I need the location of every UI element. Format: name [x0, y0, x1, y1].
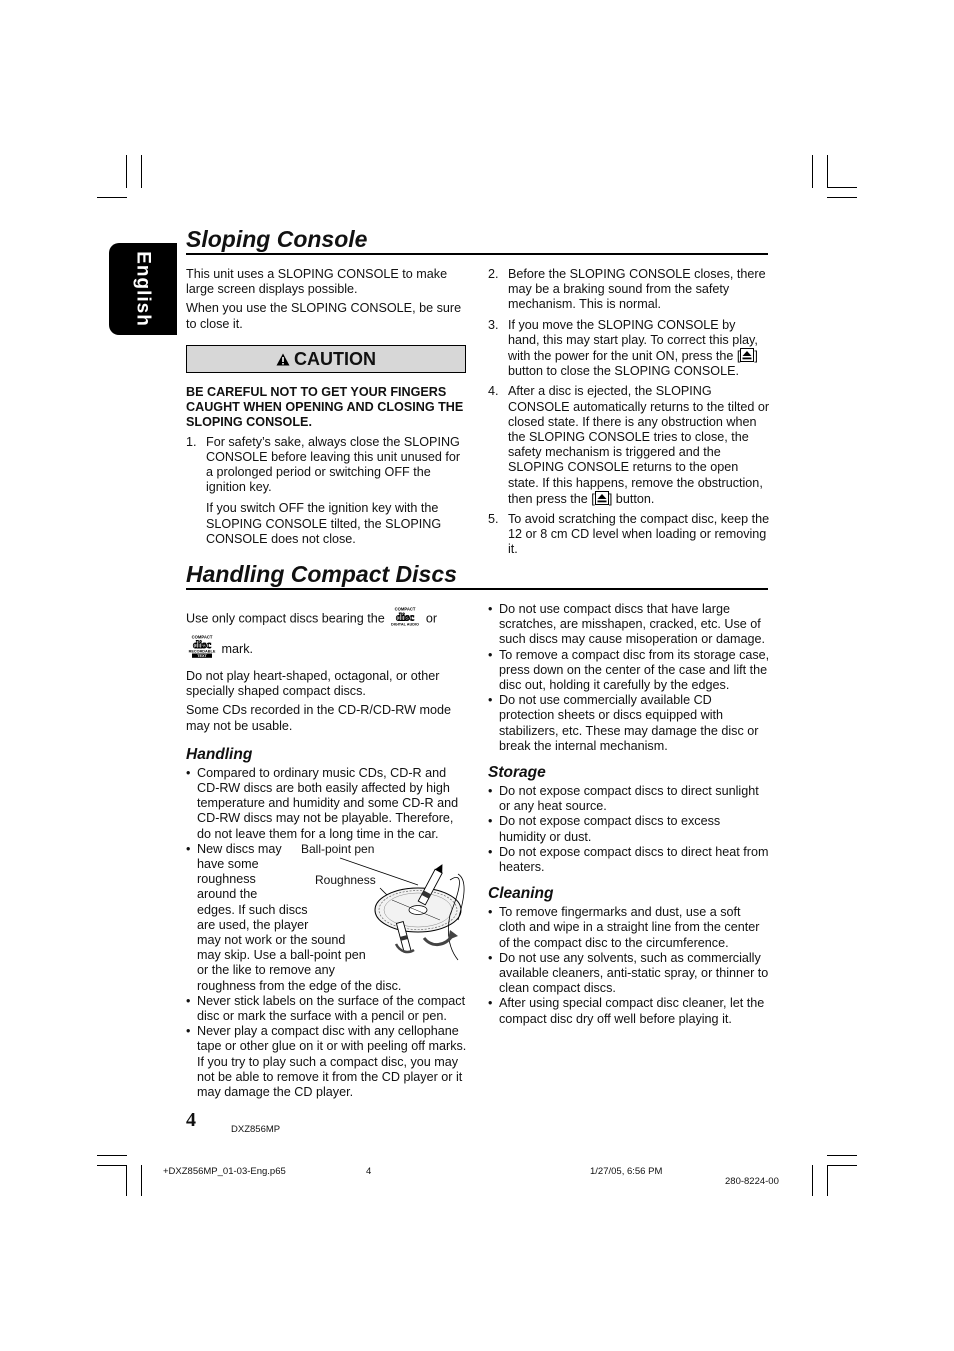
- logo-text: DIGITAL AUDIO: [391, 622, 420, 626]
- bullet-line: roughness: [197, 872, 256, 887]
- section-title-handling-discs: Handling Compact Discs: [186, 561, 457, 587]
- crop-mark: [812, 1165, 813, 1196]
- list-item: [488, 267, 770, 313]
- item-subtext: If you switch OFF the ignition key with the SLOPING CONSOLE tilted, the SLOPING CONSOLE does not close.: [206, 501, 442, 546]
- bullet-line: are used, the player: [197, 917, 309, 932]
- crop-mark: [97, 197, 127, 198]
- list-item: [488, 318, 770, 380]
- bullet-line: New discs may: [197, 841, 282, 856]
- bullet-line: may not work or the sound: [197, 933, 346, 948]
- crop-mark: [827, 1165, 828, 1196]
- crop-mark: [141, 1165, 142, 1196]
- storage-heading: Storage: [488, 764, 546, 782]
- crop-mark: [827, 1165, 857, 1166]
- caution-label: CAUTION: [294, 349, 376, 369]
- language-tab-label: English: [132, 251, 154, 327]
- sloping-intro: [186, 267, 466, 336]
- item-text: ] button.: [608, 491, 655, 506]
- crop-mark: [827, 1155, 857, 1156]
- logo-text: RECORDABLE: [188, 649, 216, 654]
- list-item: • To remove fingermarks and dust, use a soft cloth and wipe in a straight line from the center of the compact disc to the circumference.: [488, 905, 770, 951]
- caution-box: [186, 345, 466, 373]
- compact-disc-digital-audio-logo: [388, 606, 422, 632]
- logo-text: TEXT: [197, 654, 207, 658]
- compact-disc-recordable-text-logo: [186, 634, 218, 665]
- crop-mark: [97, 1155, 127, 1156]
- item-text: For safety’s sake, always close the SLOPING CONSOLE before leaving this unit unused for a prolonged period or switching OFF the ignition key.: [206, 434, 461, 495]
- list-item: • Do not expose compact discs to direct heat from heaters.: [488, 845, 770, 875]
- list-item: • Never stick labels on the surface of the compact disc or mark the surface with a pencil or pen.: [186, 994, 468, 1024]
- intro-text: mark.: [221, 641, 253, 656]
- item-number: 5.: [488, 512, 499, 527]
- list-item: • Do not use any solvents, such as commercially available cleaners, anti-static spray, or thinner to clean compact discs.: [488, 951, 770, 997]
- item-number: 3.: [488, 317, 499, 332]
- bullet-line: or the like to remove any: [197, 963, 335, 978]
- logo-text: disc: [192, 639, 212, 651]
- intro-paragraph: This unit uses a SLOPING CONSOLE to make large screen displays possible.: [186, 267, 448, 297]
- crop-mark: [827, 197, 857, 198]
- sloping-right-column: [488, 267, 770, 563]
- list-item: • Do not use compact discs that have large scratches, are misshapen, cracked, etc. Use of such discs may cause misoperation or damage.: [488, 602, 770, 648]
- handling-right-column: [488, 602, 770, 1027]
- list-item: [488, 384, 770, 507]
- crop-mark: [126, 1165, 127, 1196]
- intro-text: or: [425, 611, 438, 626]
- list-item: [488, 512, 770, 558]
- item-text: Before the SLOPING CONSOLE closes, there may be a braking sound from the safety mechanism. This is normal.: [508, 267, 766, 312]
- crop-mark: [827, 187, 857, 188]
- document-code: 280-8224-00: [725, 1176, 779, 1187]
- bullet-line: have some: [197, 857, 259, 872]
- sloping-left-column: [186, 385, 466, 552]
- crop-mark: [141, 155, 142, 188]
- caution-warning: BE CAREFUL NOT TO GET YOUR FINGERS CAUGHT WHEN OPENING AND CLOSING THE SLOPING CONSOLE.: [186, 385, 464, 430]
- list-item: [186, 435, 466, 547]
- list-item: • To remove a compact disc from its storage case, press down on the center of the case and lift the disc out, holding it carefully by the edges.: [488, 648, 770, 694]
- list-item: • Do not use commercially available CD protection sheets or discs equipped with stabilizers, etc. These may damage the disc or break the internal mechanism.: [488, 693, 770, 754]
- intro-text: Use only compact discs bearing the: [186, 611, 385, 626]
- file-name: +DXZ856MP_01-03-Eng.p65: [163, 1166, 286, 1177]
- bullet-line: roughness from the edge of the disc.: [197, 978, 402, 993]
- crop-mark: [827, 155, 828, 188]
- language-tab: [109, 243, 177, 335]
- cleaning-heading: Cleaning: [488, 885, 554, 903]
- crop-mark: [126, 155, 127, 188]
- logo-text: COMPACT: [394, 606, 416, 612]
- model-name: DXZ856MP: [231, 1124, 281, 1135]
- item-text: After a disc is ejected, the SLOPING CONSOLE automatically returns to the tilted or closed state. If there is any obstruction when the SLOPING CONSOLE tries to close, the safety mechanism is triggered and the SLOPING CONSOLE returns to the open state. If this happens, remove the obstruction, then press the [: [508, 384, 770, 506]
- disc-pen-drawing: [300, 840, 470, 970]
- intro-paragraph: Do not play heart-shaped, octagonal, or other specially shaped compact discs.: [186, 669, 440, 699]
- disc-illustration: [300, 840, 470, 970]
- section-rule: [186, 588, 768, 590]
- print-datetime: 1/27/05, 6:56 PM: [590, 1166, 663, 1177]
- item-text: ] button to close the SLOPING CONSOLE.: [508, 349, 758, 379]
- list-item: • Never play a compact disc with any cellophane tape or other glue on it or with peeling off marks. If you try to play such a compact disc, you may not be able to remove it from the CD player or it may damage the CD player.: [186, 1024, 468, 1100]
- section-rule: [186, 253, 768, 255]
- page-number: 4: [186, 1109, 196, 1131]
- list-item: • Do not expose compact discs to direct sunlight or any heat source.: [488, 784, 770, 814]
- illustration-label-roughness: Roughness: [315, 873, 376, 887]
- illustration-label-pen: Ball-point pen: [301, 842, 375, 856]
- print-page: 4: [366, 1166, 372, 1177]
- disc-logo-paragraph: [186, 634, 468, 665]
- eject-icon: [595, 491, 609, 505]
- intro-paragraph: When you use the SLOPING CONSOLE, be sure to close it.: [186, 301, 462, 331]
- eject-icon: [740, 348, 754, 362]
- list-item: • Do not expose compact discs to excess humidity or dust.: [488, 814, 770, 844]
- logo-text: COMPACT: [191, 634, 213, 640]
- item-text: To avoid scratching the compact disc, keep the 12 or 8 cm CD level when loading or removing it.: [508, 512, 770, 557]
- item-number: 2.: [488, 267, 499, 281]
- list-item: • After using special compact disc cleaner, let the compact disc dry off well before playing it.: [488, 996, 770, 1026]
- logo-text: disc: [396, 611, 415, 624]
- disc-logo-paragraph: [186, 606, 468, 632]
- bullet-line: edges. If such discs: [197, 902, 308, 917]
- item-number: 1.: [186, 434, 197, 449]
- intro-paragraph: Some CDs recorded in the CD-R/CD-RW mode may not be usable.: [186, 703, 452, 733]
- item-number: 4.: [488, 384, 499, 399]
- handling-heading: Handling: [186, 745, 253, 763]
- bullet-line: may skip. Use a ball-point pen: [197, 948, 366, 963]
- crop-mark: [97, 1165, 127, 1166]
- warning-triangle-icon: [276, 353, 290, 366]
- section-title-sloping-console: Sloping Console: [186, 226, 368, 252]
- crop-mark: [812, 155, 813, 188]
- list-item: • Compared to ordinary music CDs, CD-R and CD-RW discs are both easily affected by high temperature and humidity and some CD-R and CD-RW discs may not be playable. Therefore, do not leave them for a long time in the car.: [186, 766, 468, 842]
- item-text: If you move the SLOPING CONSOLE by hand, this may start play. To correct this play, with the power for the unit ON, press the [: [508, 317, 758, 364]
- bullet-line: around the: [197, 887, 258, 902]
